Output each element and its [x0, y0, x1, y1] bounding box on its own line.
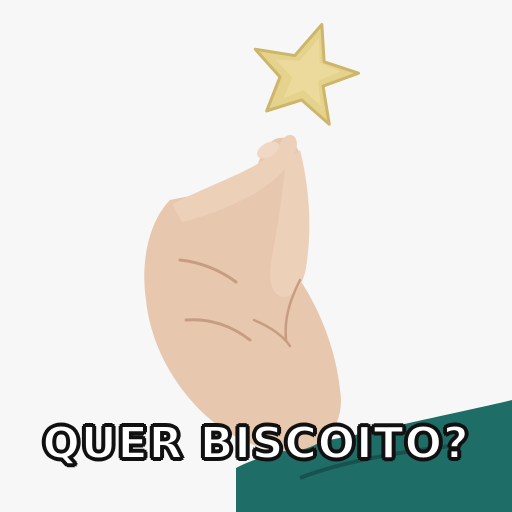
caption-text: QUER BISCOITO? [42, 418, 470, 469]
